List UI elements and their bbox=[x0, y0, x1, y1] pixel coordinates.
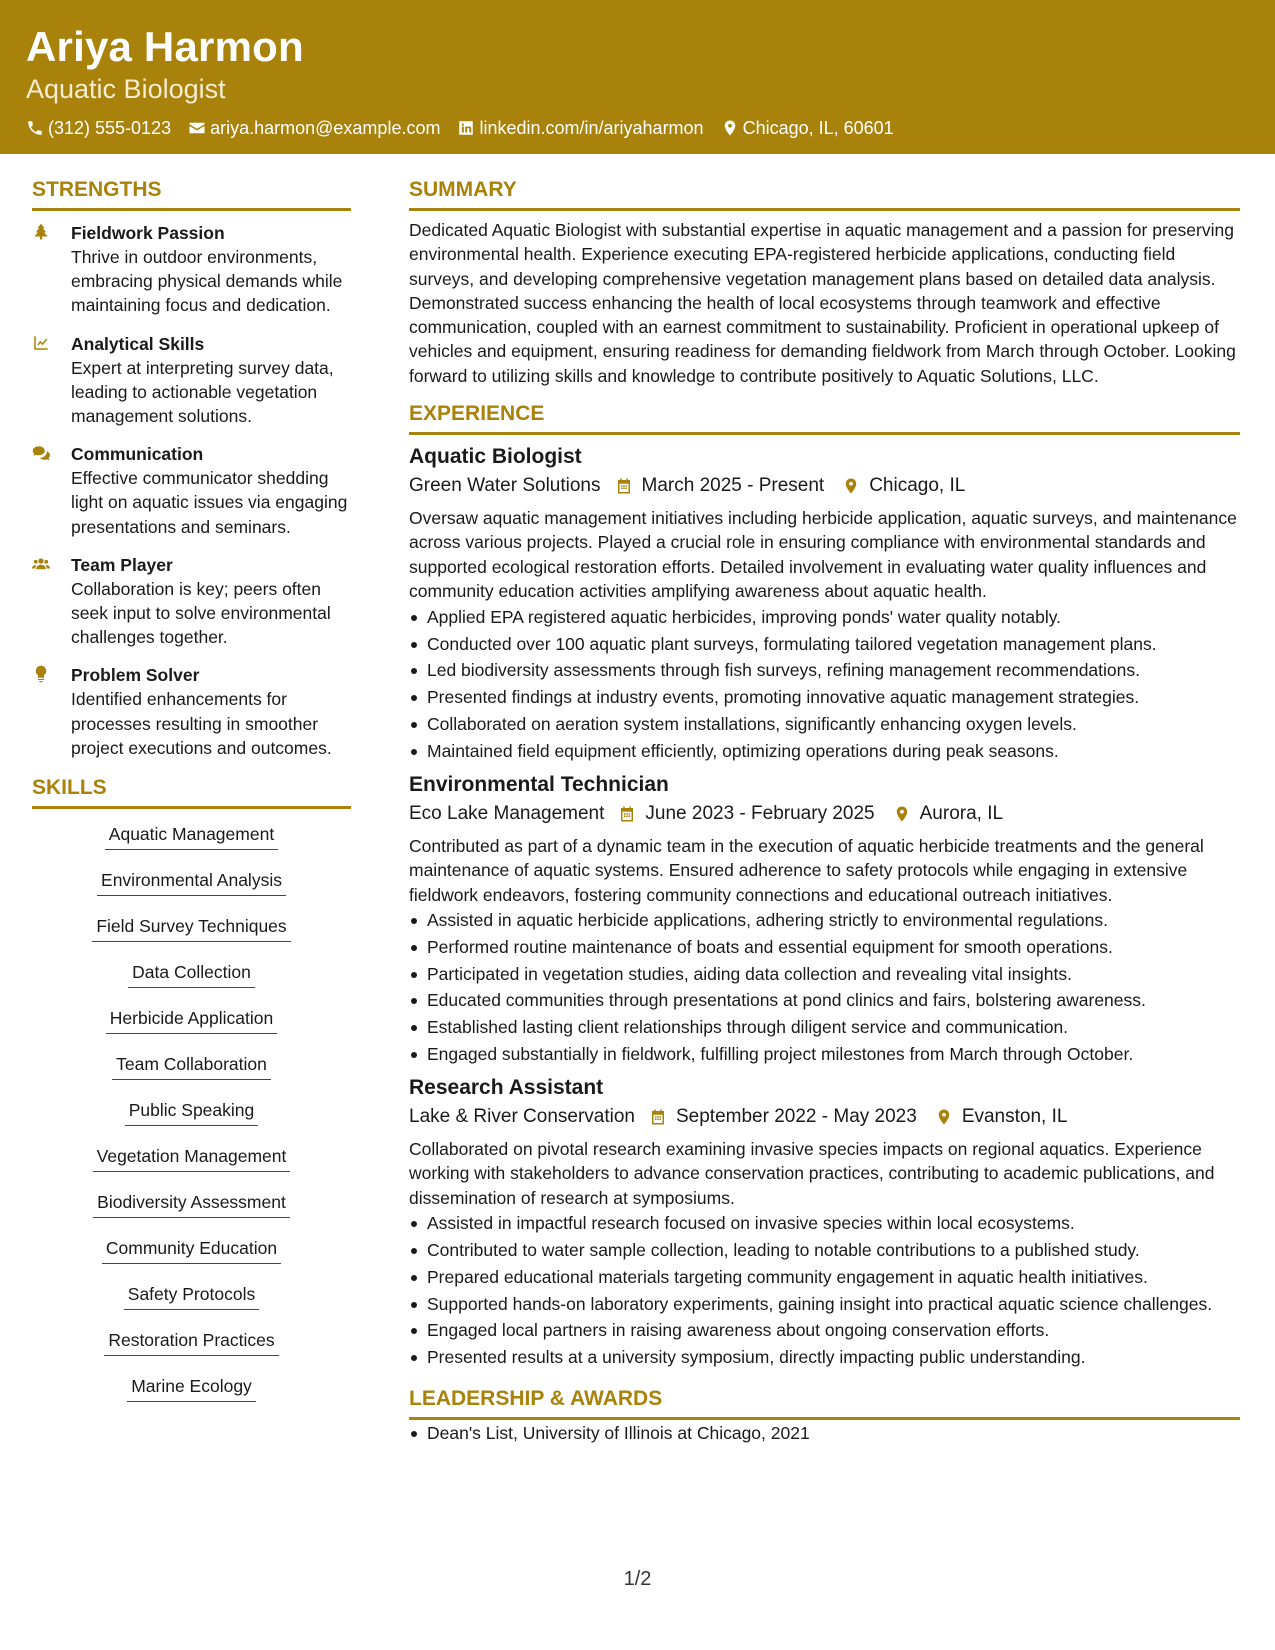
list-item: Assisted in aquatic herbicide applications, adhering strictly to environmental regulations. bbox=[409, 908, 1240, 932]
location-text: Chicago, IL, 60601 bbox=[742, 118, 894, 138]
strength-item bbox=[32, 332, 351, 429]
calendar-icon bbox=[649, 1108, 667, 1126]
list-item: Established lasting client relationships through diligent service and communication. bbox=[409, 1015, 1240, 1039]
right-column bbox=[409, 176, 1240, 1448]
strength-item bbox=[32, 221, 351, 318]
map-marker-icon bbox=[893, 805, 911, 823]
job-location: Aurora, IL bbox=[919, 802, 1004, 824]
map-marker-icon bbox=[842, 477, 860, 495]
job-meta bbox=[409, 801, 1240, 827]
job-title: Environmental Technician bbox=[409, 772, 669, 796]
experience-section bbox=[409, 400, 1240, 1369]
skill-tag: Team Collaboration bbox=[112, 1052, 271, 1080]
contact-linkedin[interactable] bbox=[457, 117, 703, 139]
job-company: Lake & River Conservation bbox=[409, 1105, 635, 1127]
awards-heading: LEADERSHIP & AWARDS bbox=[409, 1385, 1240, 1420]
job-company: Eco Lake Management bbox=[409, 802, 605, 824]
strength-item bbox=[32, 663, 351, 760]
summary-text: Dedicated Aquatic Biologist with substantial expertise in aquatic management and a passion for preserving environmental health. Experience executing EPA-registered herbicide applications, conducting field surveys, and developing comprehensive vegetation management plans based on detailed data analysis. Demonstrated success enhancing the health of local ecosystems through teamwork and effective communication, coupled with an earnest commitment to sustainability. Proficient in operational upkeep of vehicles and equipment, ensuring readiness for demanding fieldwork from March through October. Looking forward to utilizing skills and knowledge to contribute positively to Aquatic Solutions, LLC. bbox=[409, 220, 1236, 386]
linkedin-icon bbox=[457, 119, 475, 137]
calendar-icon bbox=[615, 477, 633, 495]
job-location: Chicago, IL bbox=[869, 475, 966, 497]
skills-heading: SKILLS bbox=[32, 774, 351, 809]
contact-email[interactable] bbox=[188, 117, 440, 139]
skill-tag: Data Collection bbox=[128, 960, 255, 988]
linkedin-text: linkedin.com/in/ariyaharmon bbox=[479, 118, 704, 138]
job-dates: September 2022 - May 2023 bbox=[676, 1105, 917, 1127]
map-marker-icon bbox=[721, 119, 739, 137]
skill-tag: Marine Ecology bbox=[127, 1374, 256, 1402]
list-item: Presented findings at industry events, promoting innovative aquatic management strategies. bbox=[409, 685, 1240, 709]
skill-tag: Vegetation Management bbox=[93, 1144, 291, 1172]
list-item: Educated communities through presentations at pond clinics and fairs, bolstering awareness. bbox=[409, 988, 1240, 1012]
page-number: 1/2 bbox=[623, 1568, 652, 1590]
job-meta bbox=[409, 473, 1240, 499]
map-marker-icon bbox=[935, 1108, 953, 1126]
list-item: Supported hands-on laboratory experiments, gaining insight into practical aquatic science challenges. bbox=[409, 1292, 1240, 1316]
list-item: Engaged local partners in raising awareness about ongoing conservation efforts. bbox=[409, 1318, 1240, 1342]
job-description: Contributed as part of a dynamic team in the execution of aquatic herbicide treatments and the general maintenance of aquatic systems. Ensured adherence to safety protocols while engaging in extensive fieldwork endeavors, fostering community connections and educational outreach initiatives. bbox=[409, 835, 1204, 905]
contact-phone[interactable] bbox=[26, 117, 171, 139]
job-bullets bbox=[409, 605, 1240, 763]
list-item: Presented results at a university symposium, directly impacting public understanding. bbox=[409, 1345, 1240, 1369]
chart-line-icon bbox=[32, 334, 50, 352]
contact-bar bbox=[26, 117, 1249, 139]
job-entry bbox=[409, 1074, 1240, 1369]
job-description: Oversaw aquatic management initiatives including herbicide application, aquatic surveys, and maintenance across various projects. Played a crucial role in ensuring compliance with environmental standards and supported ecological restoration efforts. Detailed involvement in evaluating water quality influences and community education activities amplifying awareness about aquatic health. bbox=[409, 508, 1237, 602]
list-item: Assisted in impactful research focused on invasive species within local ecosystems. bbox=[409, 1211, 1240, 1235]
strength-title: Team Player bbox=[71, 554, 173, 575]
skill-tag: Biodiversity Assessment bbox=[93, 1190, 290, 1218]
summary-heading: SUMMARY bbox=[409, 176, 1240, 211]
strength-title: Fieldwork Passion bbox=[71, 223, 225, 243]
skill-tag: Aquatic Management bbox=[105, 822, 278, 850]
skill-tag: Community Education bbox=[102, 1236, 281, 1264]
job-meta bbox=[409, 1104, 1240, 1130]
skill-tag: Field Survey Techniques bbox=[92, 914, 290, 942]
list-item: Contributed to water sample collection, leading to notable contributions to a published study. bbox=[409, 1238, 1240, 1262]
skills-section bbox=[32, 774, 351, 1420]
contact-location bbox=[721, 117, 894, 139]
list-item: Applied EPA registered aquatic herbicides, improving ponds' water quality notably. bbox=[409, 605, 1240, 629]
phone-text: (312) 555-0123 bbox=[48, 118, 172, 138]
candidate-title: Aquatic Biologist bbox=[26, 74, 226, 104]
strengths-heading: STRENGTHS bbox=[32, 176, 351, 211]
strength-title: Communication bbox=[71, 444, 204, 465]
list-item: Collaborated on aeration system installations, significantly enhancing oxygen levels. bbox=[409, 712, 1240, 736]
job-entry bbox=[409, 443, 1240, 763]
job-bullets bbox=[409, 1211, 1240, 1369]
skill-tag: Safety Protocols bbox=[124, 1282, 259, 1310]
list-item: Conducted over 100 aquatic plant surveys, formulating tailored vegetation management plans. bbox=[409, 632, 1240, 656]
list-item: Prepared educational materials targeting community engagement in aquatic health initiatives. bbox=[409, 1265, 1240, 1289]
comments-icon bbox=[32, 444, 50, 462]
skill-tag: Restoration Practices bbox=[104, 1328, 278, 1356]
experience-heading: EXPERIENCE bbox=[409, 400, 1240, 435]
strengths-list bbox=[32, 221, 351, 760]
strength-desc: Expert at interpreting survey data, leading to actionable vegetation management solutions. bbox=[71, 357, 334, 427]
list-item: Led biodiversity assessments through fish surveys, refining management recommendations. bbox=[409, 658, 1240, 682]
users-icon bbox=[32, 555, 50, 573]
calendar-icon bbox=[618, 805, 636, 823]
tree-icon bbox=[32, 223, 50, 241]
strength-item bbox=[32, 442, 351, 539]
job-dates: March 2025 - Present bbox=[641, 475, 825, 497]
list-item: Performed routine maintenance of boats and essential equipment for smooth operations. bbox=[409, 935, 1240, 959]
skill-tag: Environmental Analysis bbox=[97, 868, 286, 896]
job-title: Research Assistant bbox=[409, 1075, 604, 1099]
job-title: Aquatic Biologist bbox=[409, 445, 582, 469]
awards-section bbox=[409, 1385, 1240, 1445]
strength-desc: Identified enhancements for processes resulting in smoother project executions and outcomes. bbox=[71, 689, 332, 758]
phone-icon bbox=[26, 119, 44, 137]
resume-header bbox=[0, 0, 1275, 154]
envelope-icon bbox=[188, 119, 206, 137]
strength-desc: Collaboration is key; peers often seek input to solve environmental challenges together. bbox=[71, 578, 331, 648]
job-company: Green Water Solutions bbox=[409, 475, 601, 497]
job-dates: June 2023 - February 2025 bbox=[645, 802, 875, 824]
strength-title: Analytical Skills bbox=[71, 333, 205, 354]
awards-list bbox=[409, 1421, 1240, 1445]
skills-list bbox=[32, 822, 351, 1420]
left-column bbox=[32, 176, 351, 1420]
list-item: Engaged substantially in fieldwork, fulfilling project milestones from March through October. bbox=[409, 1042, 1240, 1066]
strength-title: Problem Solver bbox=[71, 665, 200, 686]
list-item: Dean's List, University of Illinois at Chicago, 2021 bbox=[409, 1421, 1240, 1445]
skill-tag: Public Speaking bbox=[125, 1098, 259, 1126]
candidate-name: Ariya Harmon bbox=[26, 23, 304, 70]
job-entry bbox=[409, 771, 1240, 1066]
skill-tag: Herbicide Application bbox=[106, 1006, 277, 1034]
list-item: Participated in vegetation studies, aiding data collection and revealing vital insights. bbox=[409, 962, 1240, 986]
list-item: Maintained field equipment efficiently, optimizing operations during peak seasons. bbox=[409, 739, 1240, 763]
strength-item bbox=[32, 553, 351, 650]
lightbulb-icon bbox=[32, 665, 50, 683]
job-description: Collaborated on pivotal research examining invasive species impacts on regional aquatics. Experience working with stakeholders to advance conservation practices, contributing to academic publications, and dissemination of research at symposiums. bbox=[409, 1138, 1215, 1208]
strength-desc: Effective communicator shedding light on aquatic issues via engaging presentations and seminars. bbox=[71, 468, 348, 537]
strength-desc: Thrive in outdoor environments, embracing physical demands while maintaining focus and dedication. bbox=[71, 247, 343, 316]
job-bullets bbox=[409, 908, 1240, 1066]
job-location: Evanston, IL bbox=[961, 1105, 1068, 1127]
email-text: ariya.harmon@example.com bbox=[210, 118, 441, 138]
